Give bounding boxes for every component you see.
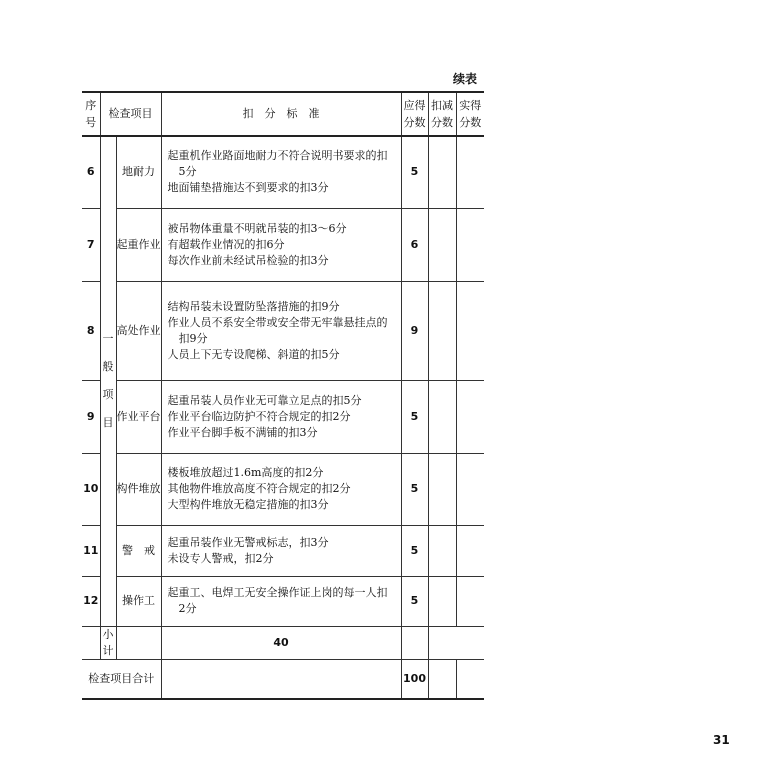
total-score: 100: [401, 659, 428, 699]
row-item: 作业平台: [116, 380, 161, 453]
total-actual: [456, 659, 484, 699]
subtotal-label: 小 计: [100, 626, 116, 659]
inspection-table: [82, 91, 484, 700]
header-score-actual: 实得分数: [456, 92, 484, 136]
row-standard: 起重吊装人员作业无可靠立足点的扣5分 作业平台临边防护不符合规定的扣2分 作业平台脚手板不满铺的扣3分: [161, 380, 401, 453]
category-cell: [100, 136, 116, 626]
row-item: 地耐力: [116, 136, 161, 208]
table-row: [82, 525, 484, 576]
row-number: 12: [82, 576, 100, 626]
row-score-actual: [456, 525, 484, 576]
row-score-actual: [456, 576, 484, 626]
row-number: 7: [82, 208, 100, 281]
row-score-deduct: [428, 208, 456, 281]
total-row: [82, 659, 484, 699]
header-score-due: 应得分数: [401, 92, 428, 136]
header-standard: 扣 分 标 准: [161, 92, 401, 136]
row-item: 起重作业: [116, 208, 161, 281]
subtotal-deduct: [401, 626, 428, 659]
table-row: [82, 380, 484, 453]
row-score-actual: [456, 380, 484, 453]
row-score-due: 6: [401, 208, 428, 281]
continuation-label: 续表: [453, 72, 478, 86]
row-item: 高处作业: [116, 281, 161, 380]
row-score-deduct: [428, 380, 456, 453]
row-number: 11: [82, 525, 100, 576]
row-standard: 起重工、电焊工无安全操作证上岗的每一人扣 2分: [161, 576, 401, 626]
table-row: [82, 208, 484, 281]
row-score-due: 5: [401, 136, 428, 208]
row-score-actual: [456, 453, 484, 525]
category-label: 一般项目: [102, 332, 114, 430]
row-score-due: 5: [401, 453, 428, 525]
row-score-due: 9: [401, 281, 428, 380]
table-row: [82, 281, 484, 380]
header-seq: 序号: [82, 92, 100, 136]
subtotal-row: [82, 626, 484, 659]
header-score-deduct: 扣减分数: [428, 92, 456, 136]
total-label: 检查项目合计: [82, 659, 161, 699]
subtotal-seq-blank: [82, 626, 100, 659]
row-standard: 结构吊装未设置防坠落措施的扣9分 作业人员不系安全带或安全带无牢靠悬挂点的 扣9分 人员上下无专设爬梯、斜道的扣5分: [161, 281, 401, 380]
row-item: 警 戒: [116, 525, 161, 576]
row-score-deduct: [428, 281, 456, 380]
subtotal-score: 40: [161, 626, 401, 659]
table-row: [82, 136, 484, 208]
row-score-due: 5: [401, 380, 428, 453]
total-standard-blank: [161, 659, 401, 699]
subtotal-actual: [428, 626, 456, 659]
row-number: 9: [82, 380, 100, 453]
row-item: 操作工: [116, 576, 161, 626]
total-deduct: [428, 659, 456, 699]
row-score-actual: [456, 281, 484, 380]
row-score-due: 5: [401, 576, 428, 626]
table-row: [82, 453, 484, 525]
page-number: 31: [713, 733, 730, 747]
row-standard: 被吊物体重量不明就吊装的扣3～6分 有超载作业情况的扣6分 每次作业前未经试吊检验的扣3分: [161, 208, 401, 281]
row-score-deduct: [428, 525, 456, 576]
row-number: 6: [82, 136, 100, 208]
row-standard: 起重机作业路面地耐力不符合说明书要求的扣 5分 地面铺垫措施达不到要求的扣3分: [161, 136, 401, 208]
header-item: 检查项目: [100, 92, 161, 136]
row-score-deduct: [428, 136, 456, 208]
row-score-actual: [456, 136, 484, 208]
row-score-deduct: [428, 576, 456, 626]
row-score-due: 5: [401, 525, 428, 576]
table-row: [82, 576, 484, 626]
row-standard: 楼板堆放超过1.6m高度的扣2分 其他物件堆放高度不符合规定的扣2分 大型构件堆放无稳定措施的扣3分: [161, 453, 401, 525]
row-score-actual: [456, 208, 484, 281]
row-score-deduct: [428, 453, 456, 525]
row-number: 8: [82, 281, 100, 380]
row-number: 10: [82, 453, 100, 525]
row-item: 构件堆放: [116, 453, 161, 525]
header-row: [82, 92, 484, 136]
row-standard: 起重吊装作业无警戒标志，扣3分 未设专人警戒，扣2分: [161, 525, 401, 576]
